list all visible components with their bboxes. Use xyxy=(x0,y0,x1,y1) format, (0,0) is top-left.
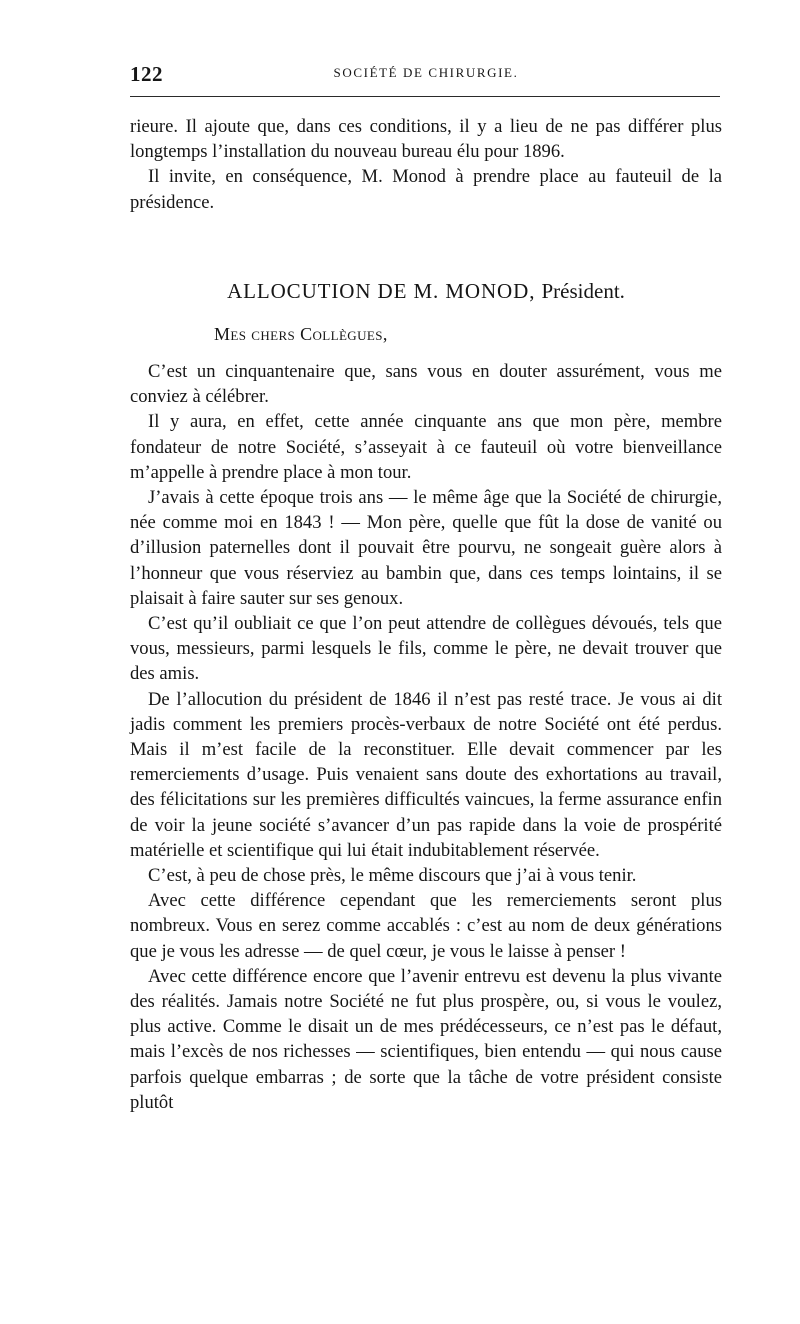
journal-title: SOCIÉTÉ DE CHIRURGIE. xyxy=(333,65,519,80)
paragraph: Avec cette différence cependant que les remerciements seront plus nombreux. Vous en serez comme accablés : c’est au nom de deux générations que je vous les adresse — de quel cœur, je vous le laisse à penser ! xyxy=(130,890,722,962)
paragraph: C’est un cinquantenaire que, sans vous en douter assurément, vous me conviez à célébrer. xyxy=(130,361,722,408)
paragraph: C’est, à peu de chose près, le même discours que j’ai à vous tenir. xyxy=(148,865,637,887)
heading-title: ALLOCUTION DE M. MONOD, xyxy=(227,279,536,303)
running-header xyxy=(130,62,722,86)
paragraph: Il y aura, en effet, cette année cinquante ans que mon père, membre fondateur de notre Société, s’asseyait à ce fauteuil où votre bienveillance m’appelle à prendre place à mon tour. xyxy=(130,411,722,483)
speech-text xyxy=(130,359,722,1115)
page-number: 122 xyxy=(130,62,163,86)
paragraph: rieure. Il ajoute que, dans ces conditions, il y a lieu de ne pas différer plus longtemps l’installation du nouveau bureau élu pour 1896. xyxy=(130,116,722,163)
section-heading xyxy=(130,279,722,304)
paragraph: Avec cette différence encore que l’avenir entrevu est devenu la plus vivante des réalités. Jamais notre Société ne fut plus prospère, ou, si vous le voulez, plus active. Comme le disait un de mes prédécesseurs, ce n’est pas le défaut, mais l’excès de nos richesses — scientifiques, bien entendu — qui nous cause parfois quelque embarras ; de sorte que la tâche de votre président consiste plutôt xyxy=(130,965,722,1113)
paragraph: J’avais à cette époque trois ans — le même âge que la Société de chirurgie, née comme moi en 1843 ! — Mon père, quelle que fût la dose de vanité ou d’illusion paternelles dont il pouvait être pourvu, ne songeait guère alors à l’honneur que vous réserviez au bambin que, dans ces temps lointains, il se plaisait à faire sauter sur ses genoux. xyxy=(130,487,722,609)
opening-text xyxy=(130,114,722,215)
heading-role: Président. xyxy=(541,279,625,303)
header-rule xyxy=(130,96,720,97)
paragraph: Il invite, en conséquence, M. Monod à prendre place au fauteuil de la présidence. xyxy=(130,166,722,213)
paragraph: De l’allocution du président de 1846 il n’est pas resté trace. Je vous ai dit jadis comment les premiers procès-verbaux de notre Société ont été perdus. Mais il m’est facile de la reconstituer. Elle devait commencer par les remerciements d’usage. Puis venaient sans doute des exhortations au travail, des félicitations sur les premières difficultés vaincues, la ferme assurance enfin de voir la jeune société s’avancer d’un pas rapide dans la voie de prospérité matérielle et scientifique qui lui était indubitablement réservée. xyxy=(130,688,722,861)
salutation: Mes chers Collègues, xyxy=(214,324,388,344)
paragraph: C’est qu’il oubliait ce que l’on peut attendre de collègues dévoués, tels que vous, messieurs, parmi lesquels le fils, comme le père, ne devait trouver que des amis. xyxy=(130,613,722,685)
